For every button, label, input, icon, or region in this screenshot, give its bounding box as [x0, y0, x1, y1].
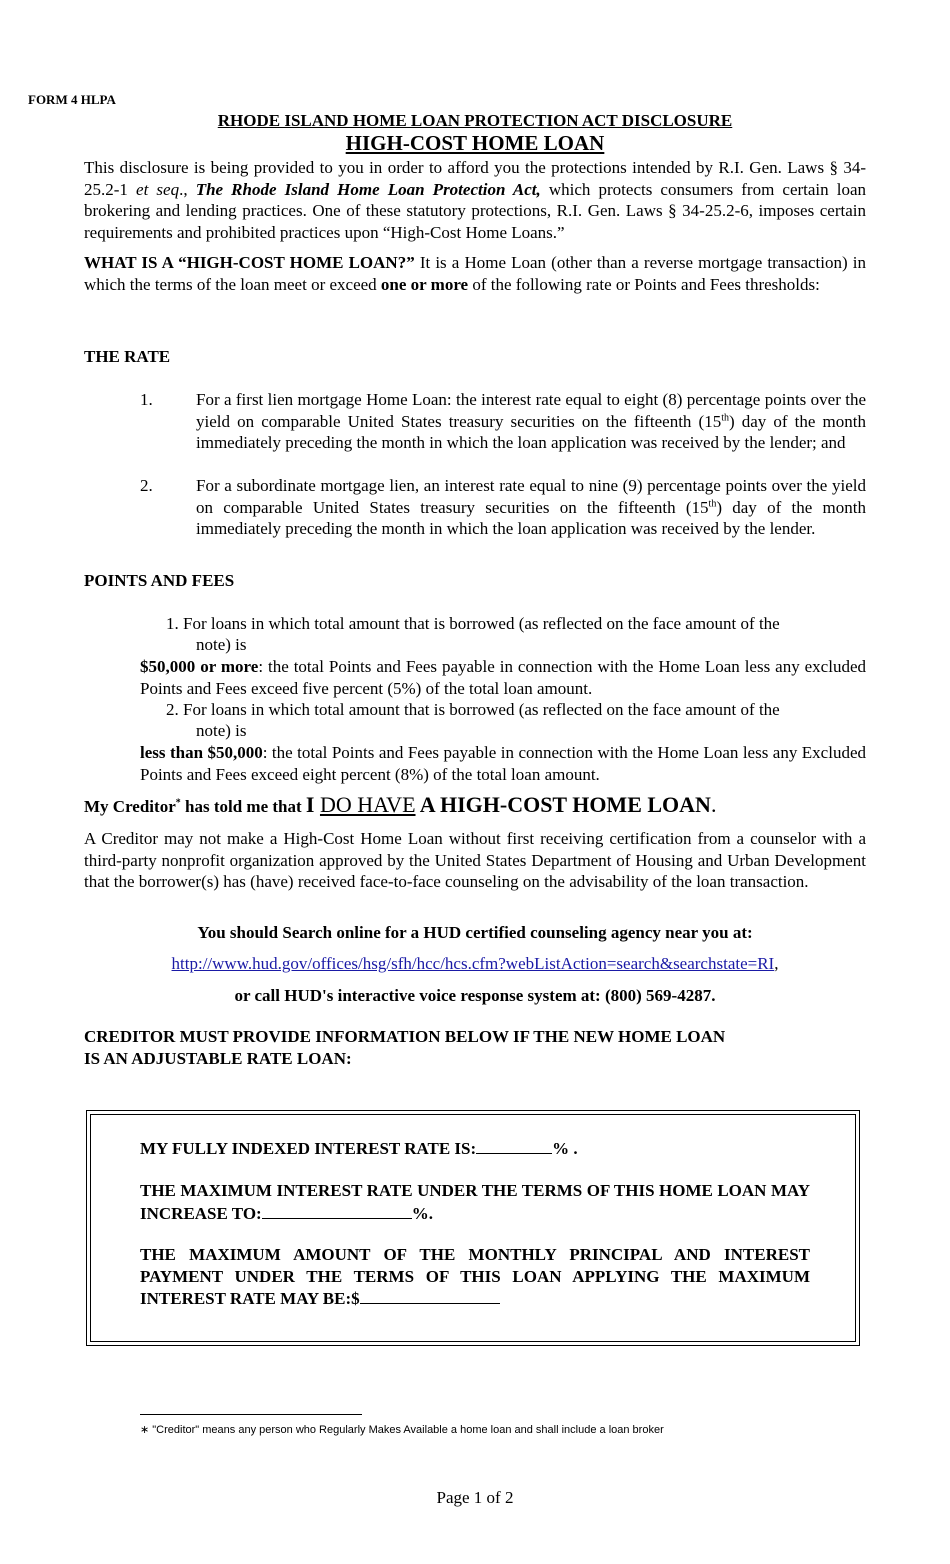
points-fees-item-2-rest: : the total Points and Fees payable in connection with the Home Loan less any Excluded Points and Fees exceed eight percent (8%) of the total loan amount.	[140, 743, 866, 784]
form-id: FORM 4 HLPA	[28, 92, 116, 107]
what-is-paragraph	[84, 252, 866, 295]
creditor-lead: My Creditor	[84, 797, 176, 816]
points-fees-item-2-line1: 2. For loans in which total amount that is borrowed (as reflected on the face amount of the	[166, 700, 780, 719]
rate-item-2-text-b: ) day of the month immediately preceding the month in which the loan application was received by the lender.	[196, 497, 866, 538]
points-fees-item-2-threshold: less than $50,000	[140, 743, 263, 762]
intro-et-seq: et seq	[136, 179, 180, 199]
max-payment-field	[140, 1244, 810, 1310]
max-rate-blank[interactable]	[262, 1202, 412, 1219]
points-fees-item-2-line2: note) is	[196, 721, 247, 740]
rate-item-1-text	[196, 389, 866, 454]
footnote	[140, 1423, 664, 1437]
footnote-text: "Creditor" means any person who Regularly Makes Available a home loan and shall include a loan broker	[149, 1424, 664, 1436]
hud-link-comma: ,	[774, 954, 779, 973]
max-rate-field	[140, 1180, 810, 1224]
intro-paragraph	[84, 157, 866, 243]
rate-item-1-sup: th	[721, 411, 729, 423]
points-fees-item-1-threshold: $50,000 or more	[140, 657, 259, 676]
hud-counseling-link[interactable]: http://www.hud.gov/offices/hsg/sfh/hcc/hcs.cfm?webListAction=search&searchstate=RI	[171, 954, 775, 973]
rate-item-2-number: 2.	[140, 476, 153, 495]
max-payment-blank[interactable]	[360, 1287, 500, 1304]
indexed-rate-blank[interactable]	[476, 1137, 552, 1154]
points-fees-item-1-line1: 1. For loans in which total amount that is borrowed (as reflected on the face amount of the	[166, 614, 780, 633]
creditor-do-have: DO HAVE	[319, 792, 416, 817]
indexed-rate-label: MY FULLY INDEXED INTEREST RATE IS:	[140, 1139, 477, 1158]
rate-item-2-text-a: For a subordinate mortgage lien, an interest rate equal to nine (9) percentage points over the yield on comparable United States treasury securities on the fifteenth (15	[196, 476, 866, 517]
counseling-paragraph: A Creditor may not make a High-Cost Home Loan without first receiving certification from a counselor with a third-party nonprofit organization approved by the United States Department of Housing and Urban Development that the borrower(s) has (have) received face-to-face counseling on the advisability of the loan transaction.	[84, 829, 866, 891]
hud-phone-line: or call HUD's interactive voice response system at: (800) 569-4287.	[234, 986, 716, 1005]
search-instruction: You should Search online for a HUD certified counseling agency near you at:	[197, 923, 753, 942]
max-rate-suffix: %.	[411, 1203, 433, 1223]
points-fees-item-1-rest: : the total Points and Fees payable in connection with the Home Loan less any excluded Points and Fees exceed five percent (5%) of the total loan amount.	[140, 657, 866, 698]
max-rate-label: THE MAXIMUM INTEREST RATE UNDER THE TERMS OF THIS HOME LOAN MAY INCREASE TO:	[140, 1181, 810, 1223]
points-fees-item-1-text	[140, 656, 866, 699]
intro-text-1: This disclosure is being provided to you in order to afford you the protections intended by R.I. Gen. Laws § 34-25.2-1	[84, 158, 866, 199]
what-is-text-1: It is a Home Loan (other than a reverse mortgage transaction) in which the terms of the loan meet or exceed	[84, 253, 867, 294]
intro-text-2: .,	[179, 179, 196, 199]
creditor-i: I	[305, 792, 320, 817]
indexed-rate-suffix: % .	[552, 1139, 578, 1158]
points-fees-heading: POINTS AND FEES	[84, 571, 235, 590]
max-payment-label: THE MAXIMUM AMOUNT OF THE MONTHLY PRINCIPAL AND INTEREST PAYMENT UNDER THE TERMS OF THIS LOAN APPLYING THE MAXIMUM INTEREST RATE MAY BE:$	[140, 1245, 810, 1308]
footnote-rule	[140, 1414, 362, 1415]
page-number: Page 1 of 2	[436, 1488, 514, 1507]
creditor-period: .	[710, 792, 717, 817]
creditor-tail: A HIGH-COST HOME LOAN	[415, 792, 711, 817]
creditor-statement	[84, 794, 716, 818]
points-fees-item-2-text	[140, 742, 866, 785]
intro-act-name: The Rhode Island Home Loan Protection Act,	[195, 179, 541, 199]
adjustable-heading-line2: IS AN ADJUSTABLE RATE LOAN:	[84, 1049, 352, 1068]
what-is-emphasis: one or more	[380, 274, 469, 294]
rate-item-1-text-b: ) day of the month immediately preceding the month in which the loan application was received by the lender; and	[196, 411, 866, 452]
hud-link-line	[0, 953, 950, 975]
intro-text-3: which protects consumers from certain loan brokering and lending practices. One of these statutory protections, R.I. Gen. Laws § 34-25.2-6, imposes certain requirements and prohibited practices upon “High-Cost Home Loans.”	[84, 179, 867, 242]
creditor-footnote-mark: *	[175, 797, 181, 809]
what-is-lead: WHAT IS A “HIGH-COST HOME LOAN?”	[84, 253, 415, 272]
indexed-rate-field	[140, 1137, 810, 1160]
rate-item-1-text-a: For a first lien mortgage Home Loan: the interest rate equal to eight (8) percentage points over the yield on comparable United States treasury securities on the fifteenth (15	[196, 390, 866, 431]
what-is-text-2: of the following rate or Points and Fees thresholds:	[468, 274, 820, 294]
footnote-mark: ∗	[140, 1424, 150, 1436]
document-subtitle: HIGH-COST HOME LOAN	[345, 131, 605, 155]
document-title: RHODE ISLAND HOME LOAN PROTECTION ACT DISCLOSURE	[217, 111, 733, 130]
adjustable-heading-line1: CREDITOR MUST PROVIDE INFORMATION BELOW IF THE NEW HOME LOAN	[84, 1027, 726, 1046]
rate-item-2-text	[196, 475, 866, 540]
rate-item-2-sup: th	[708, 497, 717, 509]
rate-item-1-number: 1.	[140, 390, 153, 409]
points-fees-item-1-line2: note) is	[196, 635, 247, 654]
rate-heading: THE RATE	[84, 347, 171, 366]
creditor-mid: has told me that	[180, 797, 306, 816]
